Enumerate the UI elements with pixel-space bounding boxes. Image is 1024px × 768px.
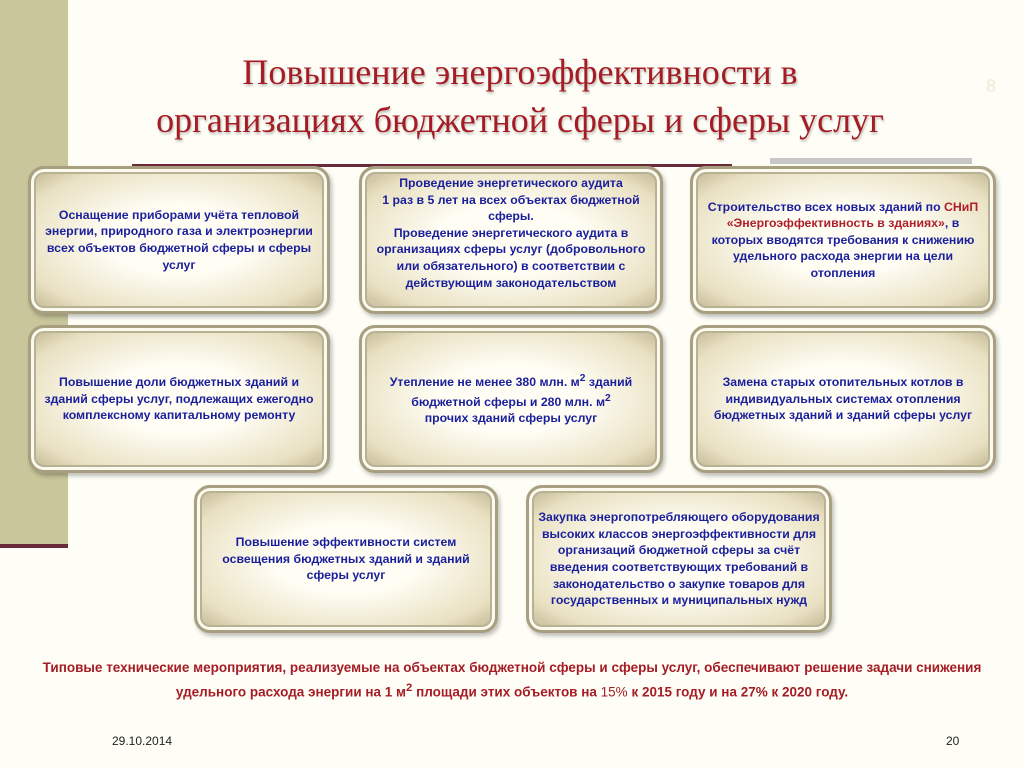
insulation-part-b: зданий бюджетной сферы и 280 млн. м: [411, 375, 633, 409]
audit-line-3: Проведение энергетического аудита в организациях сферы услуг (добровольного или обязательного) в соответствии с действующим законодательством: [376, 225, 646, 290]
insulation-part-a: Утепление не менее 380 млн. м: [389, 375, 580, 390]
left-decor-line: [0, 544, 68, 548]
insulation-part-c: прочих зданий сферы услуг: [424, 411, 598, 426]
card-capital-repair: [28, 325, 330, 473]
card-capital-repair-text: Повышение доли бюджетных зданий и зданий сферы услуг, подлежащих ежегодно комплексному капитальному ремонту: [44, 375, 314, 423]
slide-title: [70, 48, 970, 144]
card-metering-text: Оснащение приборами учёта тепловой энергии, природного газа и электроэнергии всех объектов бюджетной сферы и сферы услуг: [45, 207, 313, 272]
title-line-1: Повышение энергоэффективности в: [242, 52, 798, 92]
audit-line-1: Проведение энергетического аудита: [399, 176, 623, 190]
note-part-3: к 2015 году и на 27% к 2020 году.: [627, 684, 849, 700]
card-lighting: [194, 485, 498, 633]
card-procurement-text: Закупка энергопотребляющего оборудования высоких классов энергоэффективности для организаций бюджетной сферы за счёт введения соответствующих требований в законодательство о закупке товаров для государственных и муниципальных нужд: [538, 510, 820, 608]
title-divider-gray: [770, 158, 972, 164]
audit-line-2: 1 раз в 5 лет на всех объектах бюджетной сферы.: [382, 192, 640, 224]
card-insulation: [359, 325, 663, 473]
slide-mark: 8: [986, 76, 997, 96]
card-boiler-replacement: [690, 325, 996, 473]
note-percent-2015: 15%: [600, 684, 628, 700]
insulation-sup-1: 2: [579, 373, 586, 385]
title-line-2: организациях бюджетной сферы и сферы услуг: [156, 100, 884, 140]
card-energy-audit: [359, 166, 663, 314]
note-part-2: площади этих объектов на: [412, 684, 601, 700]
note-part-1: Типовые технические мероприятия, реализуемые на объектах бюджетной сферы и сферы услуг, обеспечивают решение задачи снижения удельного расхода энергии на 1 м: [42, 660, 982, 700]
insulation-sup-2: 2: [605, 392, 611, 404]
footer-date: 29.10.2014: [112, 734, 173, 748]
card-insulation-text: [372, 371, 650, 427]
card-boiler-replacement-text: Замена старых отопительных котлов в индивидуальных системах отопления бюджетных зданий и зданий сферы услуг: [713, 375, 973, 423]
new-buildings-after: , в которых вводятся требования к снижению удельного расхода энергии на цели отопления: [711, 216, 975, 280]
card-energy-audit-text: [372, 175, 650, 291]
card-lighting-text: Повышение эффективности систем освещения бюджетных зданий и зданий сферы услуг: [222, 535, 470, 583]
new-buildings-before: Строительство всех новых зданий по: [707, 199, 941, 214]
note-sup: 2: [406, 682, 413, 694]
card-metering: [28, 166, 330, 314]
snip-reference: СНиП «Энергоэффективность в зданиях»: [726, 199, 979, 231]
card-new-buildings-text: [703, 199, 983, 282]
summary-note: [20, 658, 1004, 703]
page-number: 20: [946, 734, 960, 748]
card-procurement: [526, 485, 832, 633]
card-new-buildings: [690, 166, 996, 314]
